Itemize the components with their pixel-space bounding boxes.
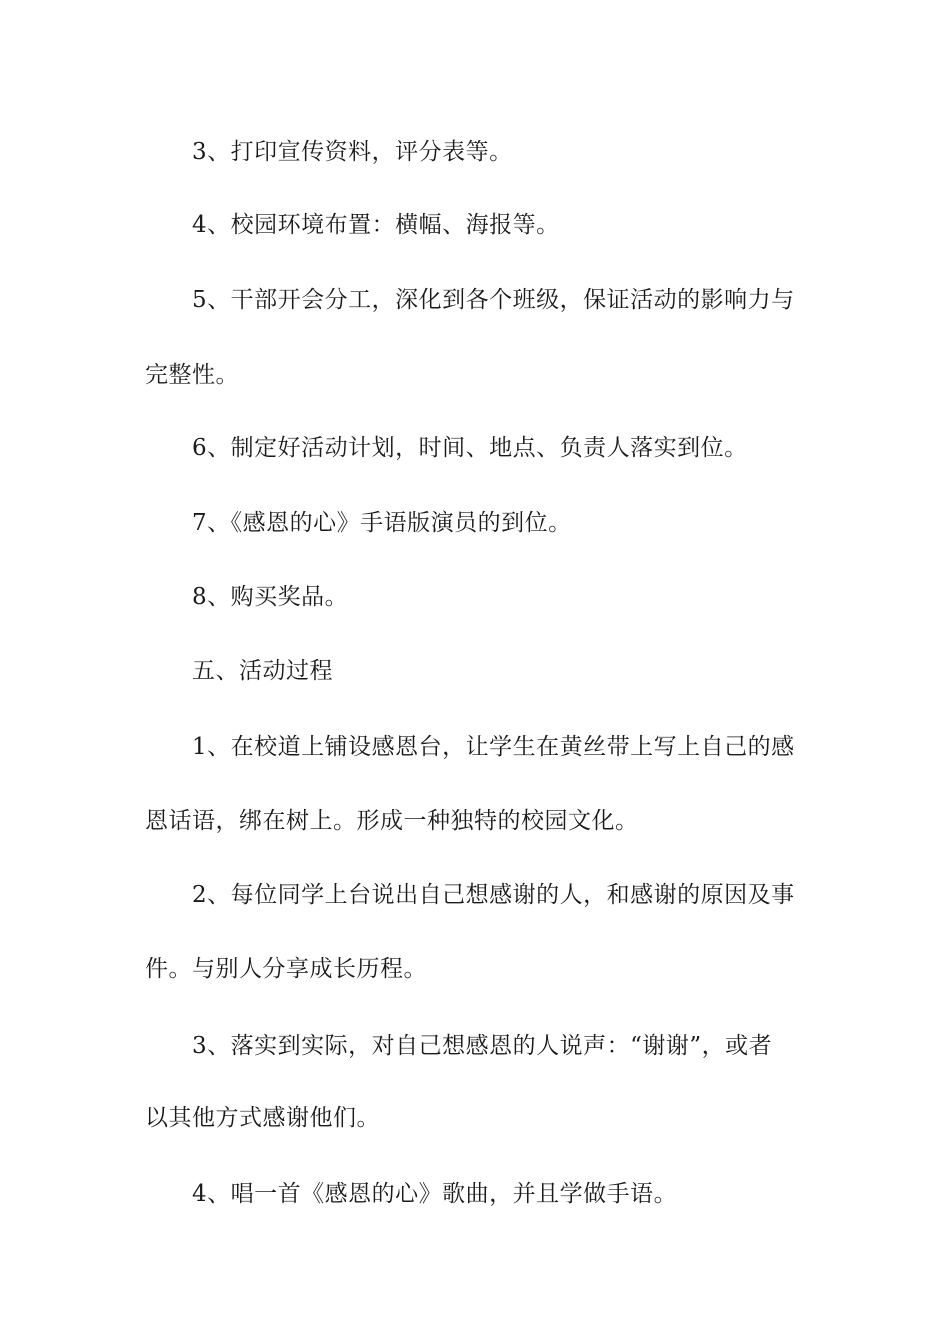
paragraph-line: 3、落实到实际，对自己想感恩的人说声：“谢谢”，或者 <box>192 1033 773 1059</box>
paragraph-line: 4、校园环境布置：横幅、海报等。 <box>192 212 560 238</box>
paragraph-line: 8、购买奖品。 <box>192 584 349 610</box>
paragraph-line: 7、《感恩的心》手语版演员的到位。 <box>192 510 572 536</box>
paragraph-line: 5、干部开会分工，深化到各个班级，保证活动的影响力与 <box>192 287 795 313</box>
paragraph-line: 4、唱一首《感恩的心》歌曲，并且学做手语。 <box>192 1181 678 1207</box>
paragraph-line: 件。与别人分享成长历程。 <box>145 956 427 982</box>
paragraph-line: 1、在校道上铺设感恩台，让学生在黄丝带上写上自己的感 <box>192 734 795 760</box>
section-heading: 五、活动过程 <box>192 658 333 684</box>
paragraph-line: 恩话语，绑在树上。形成一种独特的校园文化。 <box>145 808 639 834</box>
paragraph-line: 3、打印宣传资料，评分表等。 <box>192 139 513 165</box>
paragraph-line: 2、每位同学上台说出自己想感谢的人，和感谢的原因及事 <box>192 882 795 908</box>
paragraph-line: 完整性。 <box>145 362 239 388</box>
paragraph-line: 以其他方式感谢他们。 <box>145 1105 380 1131</box>
paragraph-line: 6、制定好活动计划，时间、地点、负责人落实到位。 <box>192 435 748 461</box>
